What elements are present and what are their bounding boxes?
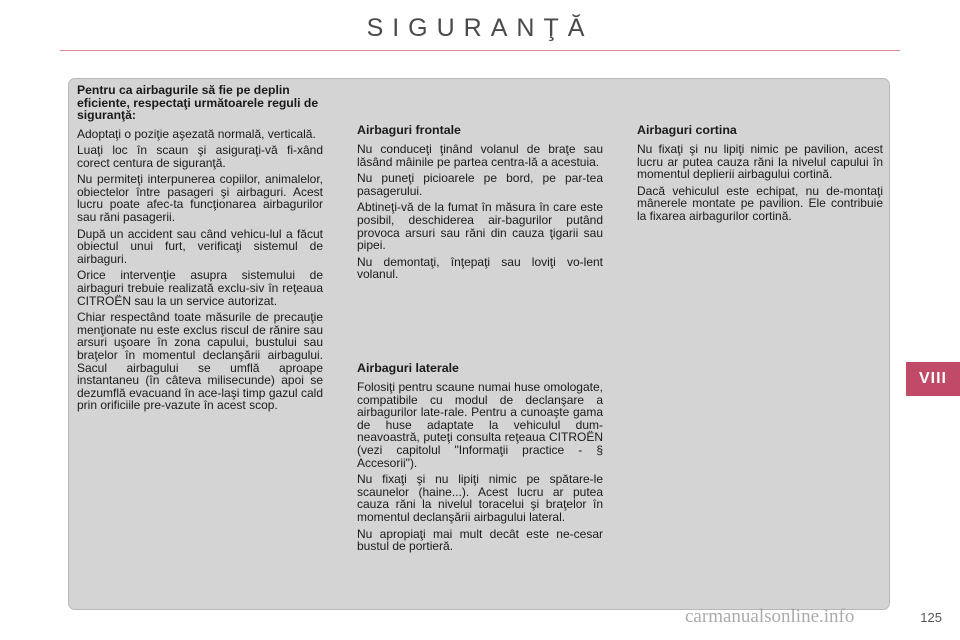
page-number: 125 [920,610,942,625]
frontal-heading: Airbaguri frontale [357,123,461,137]
rules-lead: Pentru ca airbagurile să fie pe deplin eficiente, respectaţi următoarele reguli de siguranţă: [77,83,319,122]
chapter-tab: VIII [906,362,960,396]
rules-paragraph: Nu permiteţi interpunerea copiilor, animalelor, obiectelor între pasageri şi airbaguri. Acest lucru poate afec-ta funcţionarea airbagurilor sau răni pasagerii. [77,172,323,225]
lateral-paragraph: Nu apropiaţi mai mult decât este ne-cesar bustul de portieră. [357,526,603,554]
curtain-paragraph: Dacă vehiculul este echipat, nu de-montaţi mânerele montate pe pavilion. Ele contribuie la fixarea airbagurilor cortină. [637,183,883,223]
column-curtain-airbags [637,124,883,227]
page-title: SIGURANŢĂ [366,14,594,42]
frontal-paragraph: Nu demontaţi, înţepaţi sau loviţi vo-lent volanul. [357,254,603,282]
rules-paragraph: Luaţi loc în scaun şi asiguraţi-vă fi-xând corect centura de siguranţă. [77,143,323,170]
lateral-heading: Airbaguri laterale [357,361,459,375]
curtain-paragraph: Nu fixaţi şi nu lipiţi nimic pe pavilion, acest lucru ar putea cauza răni la nivelul capului în momentul deplierii airbagului cortină. [637,142,883,182]
rules-paragraph: După un accident sau când vehicu-lul a făcut obiectul unui furt, verificaţi sistemul de airbaguri. [77,226,323,266]
column-frontal-airbags [357,124,603,285]
rules-paragraph: Adoptaţi o poziţie aşezată normală, verticală. [77,126,316,141]
curtain-heading: Airbaguri cortina [637,123,737,137]
rules-paragraph: Chiar respectând toate măsurile de precauţie menţionate nu este exclus riscul de rănire sau arsuri uşoare în zona capului, bustului sau braţelor în momentul declanşării airbagului. Sacul airbagului se umflă aproape instantaneu (în câteva milisecunde) apoi se dezumflă evacuand în ace-laşi timp gazul cald prin orificiile pre-vazute în acest scop. [77,310,323,413]
column-airbag-rules [77,84,323,416]
title-divider [60,50,900,51]
frontal-paragraph: Nu puneţi picioarele pe bord, pe par-tea pasagerului. [357,171,603,198]
frontal-paragraph: Nu conduceţi ţinând volanul de braţe sau lăsând mâinile pe partea centra-lă a acestuia. [357,142,603,169]
lateral-paragraph: Folosiţi pentru scaune numai huse omologate, compatibile cu modul de declanşare a airbagurilor late-rale. Pentru a cunoaşte gama de huse adaptate la vehiculul dum-neavoastră, puteţi consulta reţeaua CITROËN (vezi capitolul "Informaţii practice - § Accesorii"). [357,380,603,470]
column-lateral-airbags [357,362,603,557]
lateral-paragraph: Nu fixaţi şi nu lipiţi nimic pe spătare-le scaunelor (haine...). Acest lucru ar putea cauza răni la nivelul toracelui şi braţelor în momentul declanşării airbagului lateral. [357,472,603,524]
watermark: carmanualsonline.info [685,606,855,627]
rules-paragraph: Orice intervenţie asupra sistemului de airbaguri trebuie realizată exclu-siv în reţeaua CITROËN sau la un service autorizat. [77,268,323,308]
frontal-paragraph: Abtineţi-vă de la fumat în măsura în care este posibil, deschiderea air-bagurilor putând provoca arsuri sau răni din cauza ţigarii sau pipei. [357,200,603,253]
